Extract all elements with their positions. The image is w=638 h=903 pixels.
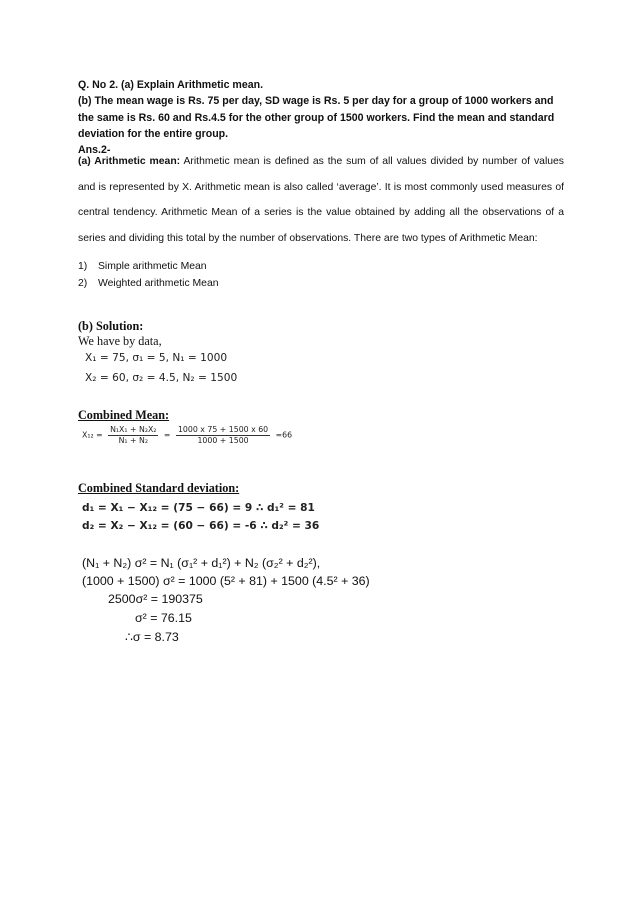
cm-fraction-numeric [176,425,270,446]
answer-label: Ans.2- [78,144,111,156]
variance-result: σ² = 76.15 [135,611,192,625]
combined-sd-heading: Combined Standard deviation: [78,481,240,495]
arithmetic-mean-definition [78,149,564,251]
combined-mean-heading: Combined Mean: [78,408,170,422]
list-text: Simple arithmetic Mean [98,261,207,272]
group2-data: X₂ = 60, σ₂ = 4.5, N₂ = 1500 [85,372,238,384]
cm-numerator-numeric: 1000 x 75 + 1500 x 60 [177,425,269,434]
cm-result: =66 [275,430,293,440]
list-text: Weighted arithmetic Mean [98,278,219,289]
combined-mean-formula [82,425,292,446]
part-a-heading: (a) Arithmetic mean: [78,156,181,167]
list-item [78,275,219,292]
list-item [78,258,207,275]
d1-equation: d₁ = X₁ − X₁₂ = (75 − 66) = 9 ∴ d₁² = 81 [82,502,315,514]
sd-equation-simplified: 2500σ² = 190375 [108,592,203,606]
cm-denominator-symbolic: N₁ + N₂ [118,436,148,445]
solution-heading: (b) Solution: [78,319,144,333]
cm-numerator-symbolic: N₁X₁ + N₂X₂ [110,425,157,434]
sd-equation-general: (N₁ + N₂) σ² = N₁ (σ₁² + d₁²) + N₂ (σ₂² + d₂²), [82,556,321,570]
cm-fraction-symbolic [108,425,158,446]
cm-equals: = [163,430,171,440]
part-a-text: Arithmetic mean is defined as the sum of all values divided by number of values and is represented by X. Arithmetic mean is also called ‘average’. It is most commonly used measures of central tendency. Arithmetic Mean of a series is the value obtained by adding all the observations of a series and dividing this total by the number of observations. There are two types of Arithmetic Mean: [78,156,565,244]
solution-intro: We have by data, [78,334,162,348]
cm-denominator-numeric: 1000 + 1500 [197,436,249,445]
d2-equation: d₂ = X₂ − X₁₂ = (60 − 66) = -6 ∴ d₂² = 36 [82,520,320,532]
group1-data: X₁ = 75, σ₁ = 5, N₁ = 1000 [85,352,228,364]
list-number: 1) [78,261,88,272]
question-text: (b) The mean wage is Rs. 75 per day, SD wage is Rs. 5 per day for a group of 1000 workers and the same is Rs. 60 and Rs.4.5 for the other group of 1500 workers. Find the mean and standard deviation for the entire group. [78,95,555,140]
list-number: 2) [78,278,88,289]
sd-equation-substituted: (1000 + 1500) σ² = 1000 (5² + 81) + 1500 (4.5² + 36) [82,574,370,588]
sd-result: ∴σ = 8.73 [125,630,179,644]
cm-lhs: X₁₂ = [82,430,103,440]
question-title: Q. No 2. (a) Explain Arithmetic mean. [78,79,264,91]
